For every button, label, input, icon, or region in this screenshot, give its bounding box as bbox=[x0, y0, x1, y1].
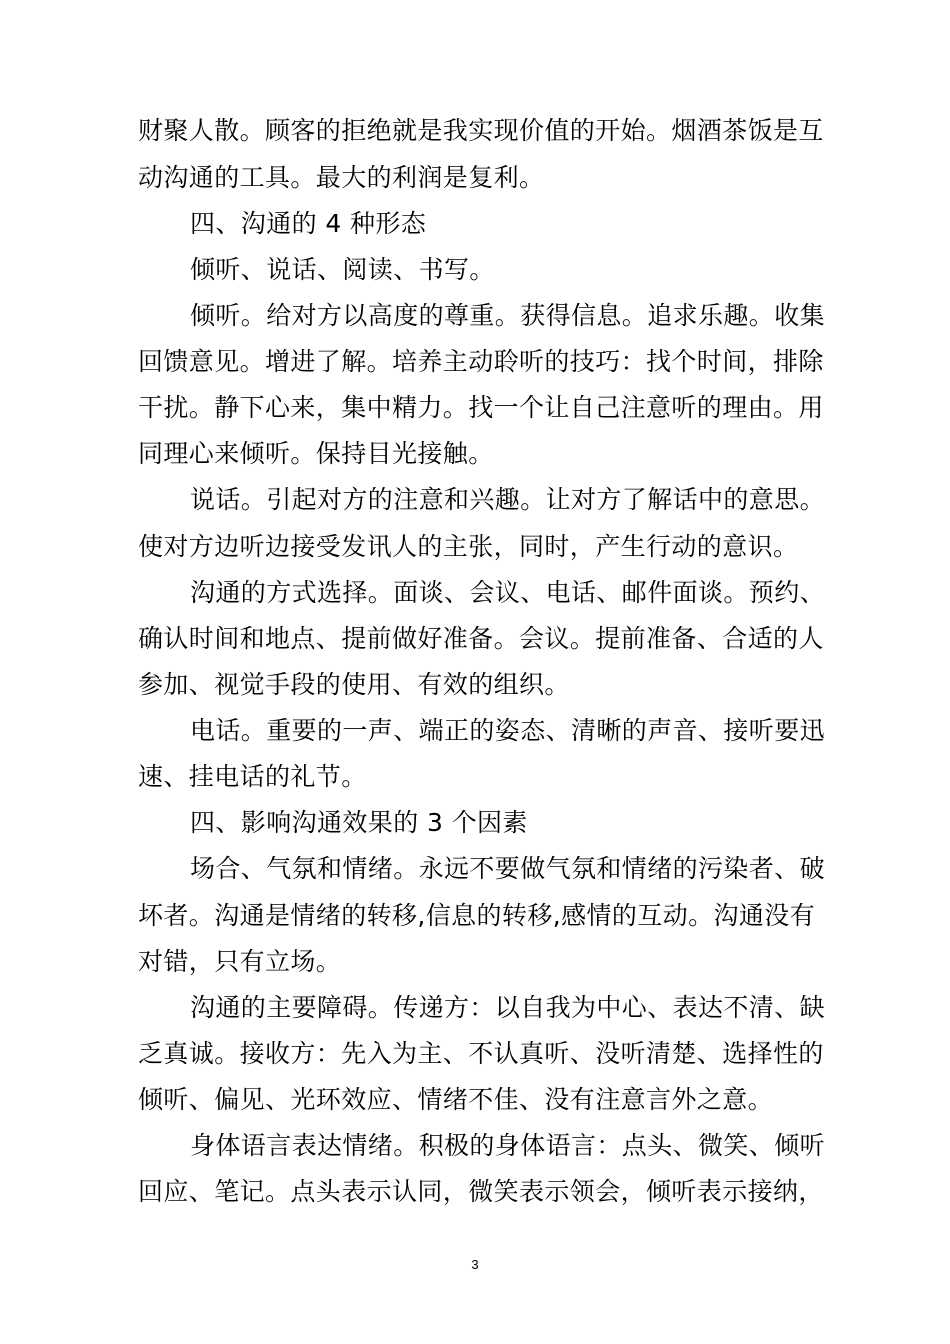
text-line: 速、挂电话的礼节。 bbox=[138, 762, 367, 791]
text-line: 参加、视觉手段的使用、有效的组织。 bbox=[138, 670, 570, 699]
text-line: 回馈意见。增进了解。培养主动聆听的技巧：找个时间，排除 bbox=[138, 347, 824, 376]
text-line: 坏者。沟通是情绪的转移,信息的转移,感情的互动。沟通没有 bbox=[138, 901, 816, 930]
text-line: 倾听、说话、阅读、书写。 bbox=[190, 255, 495, 284]
text-line: 财聚人散。顾客的拒绝就是我实现价值的开始。烟酒茶饭是互 bbox=[138, 116, 824, 145]
text-line: 倾听、偏见、光环效应、情绪不佳、没有注意言外之意。 bbox=[138, 1085, 774, 1114]
text-line: 确认时间和地点、提前做好准备。会议。提前准备、合适的人 bbox=[138, 624, 824, 653]
text-line: 乏真诚。接收方：先入为主、不认真听、没听清楚、选择性的 bbox=[138, 1039, 824, 1068]
text-line: 回应、笔记。点头表示认同，微笑表示领会，倾听表示接纳， bbox=[138, 1177, 824, 1206]
page-number: 3 bbox=[471, 1257, 479, 1272]
text-line: 使对方边听边接受发讯人的主张，同时，产生行动的意识。 bbox=[138, 532, 799, 561]
paragraph-start: 身体语言表达情绪。积极的身体语言：点头、微笑、倾听 bbox=[190, 1131, 826, 1160]
section-heading: 四、沟通的 4 种形态 bbox=[190, 209, 427, 238]
section-heading: 四、影响沟通效果的 3 个因素 bbox=[190, 808, 528, 837]
text-line: 动沟通的工具。最大的利润是复利。 bbox=[138, 163, 545, 192]
paragraph-start: 说话。引起对方的注意和兴趣。让对方了解话中的意思。 bbox=[190, 485, 826, 514]
paragraph-start: 电话。重要的一声、端正的姿态、清晰的声音、接听要迅 bbox=[190, 716, 826, 745]
text-line: 干扰。静下心来，集中精力。找一个让自己注意听的理由。用 bbox=[138, 393, 824, 422]
paragraph-start: 沟通的方式选择。面谈、会议、电话、邮件面谈。预约、 bbox=[190, 578, 826, 607]
paragraph-start: 倾听。给对方以高度的尊重。获得信息。追求乐趣。收集 bbox=[190, 301, 826, 330]
text-line: 对错，只有立场。 bbox=[138, 947, 342, 976]
paragraph-start: 场合、气氛和情绪。永远不要做气氛和情绪的污染者、破 bbox=[190, 854, 826, 883]
text-line: 同理心来倾听。保持目光接触。 bbox=[138, 439, 494, 468]
paragraph-start: 沟通的主要障碍。传递方：以自我为中心、表达不清、缺 bbox=[190, 993, 826, 1022]
